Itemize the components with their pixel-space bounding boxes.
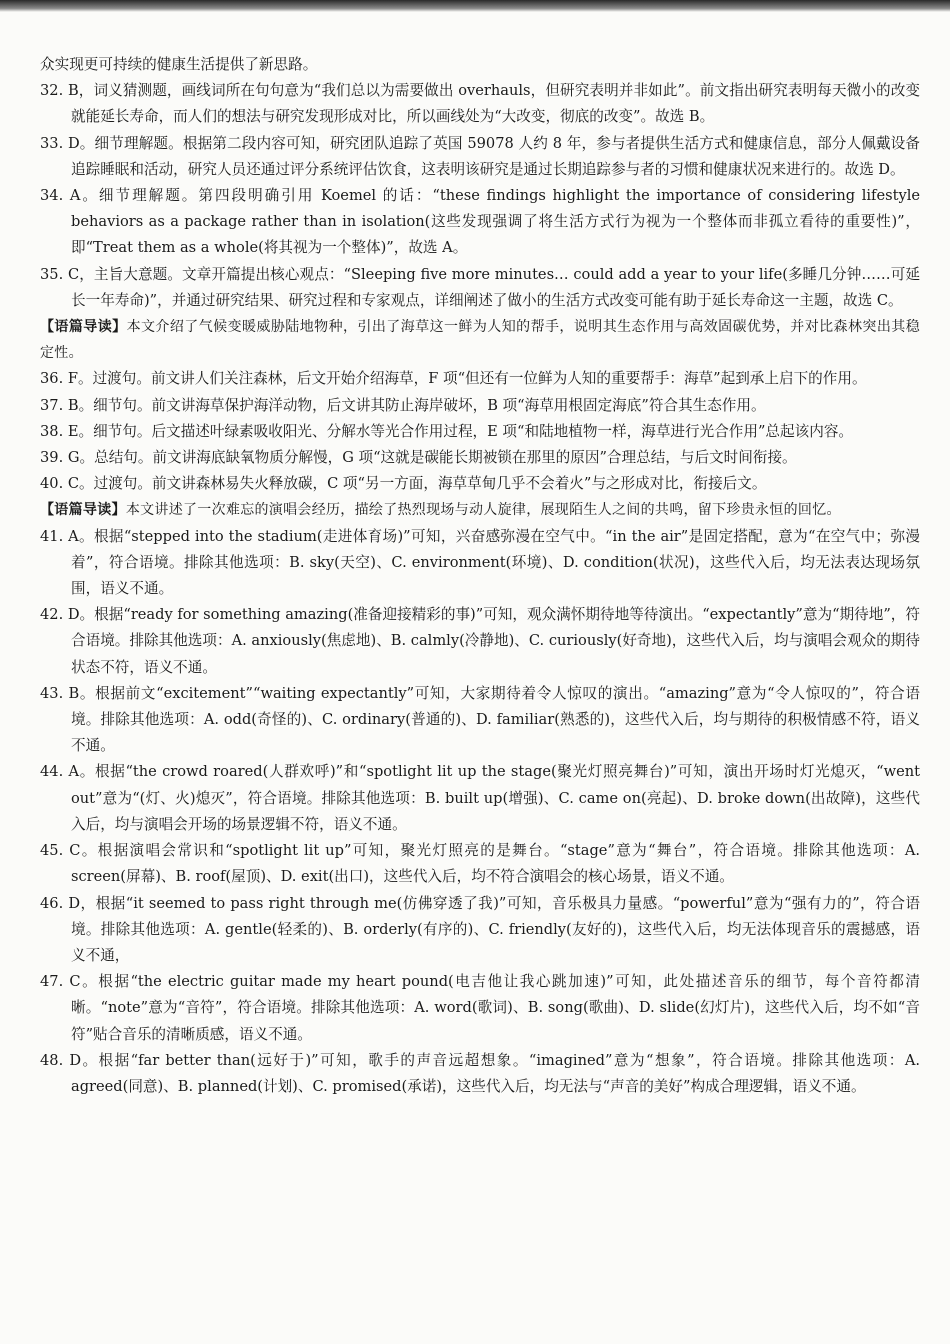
answer-item: 38. E。细节句。后文描述叶绿素吸收阳光、分解水等光合作用过程，E 项“和陆地植物一样，海草进行光合作用”总起该内容。: [40, 422, 854, 440]
answer-item: 33. D。细节理解题。根据第二段内容可知，研究团队追踪了英国 59078 人约 8 年，参与者提供生活方式和健康信息，部分人佩戴设备追踪睡眠和活动，研究人员还通过评分系统评估饮食，这表明该研究是通过长期追踪参与者的习惯和健康状况来进行的。故选 D。: [40, 134, 920, 178]
answer-item: 42. D。根据“ready for something amazing(准备迎接精彩的事)”可知，观众满怀期待地等待演出。“expectantly”意为“期待地”，符合语境。排除其他选项：A. anxiously(焦虑地)、B. calmly(冷静地)、C. curiously(好奇地)，这些代入后，均与演唱会观众的期待状态不符，语义不通。: [40, 606, 920, 676]
answer-item: 48. D。根据“far better than(远好于)”可知，歌手的声音远超想象。“imagined”意为“想象”，符合语境。排除其他选项：A. agreed(同意)、B. planned(计划)、C. promised(承诺)，这些代入后，均无法与“声音的美好”构成合理逻辑，语义不通。: [40, 1051, 920, 1095]
answers-41-48: [40, 524, 920, 1100]
answer-item: 45. C。根据演唱会常识和“spotlight lit up”可知，聚光灯照亮的是舞台。“stage”意为“舞台”，符合语境。排除其他选项：A. screen(屏幕)、B. roof(屋顶)、D. exit(出口)，这些代入后，均不符合演唱会的核心场景，语义不通。: [40, 842, 920, 886]
answer-item: 36. F。过渡句。前文讲人们关注森林，后文开始介绍海草，F 项“但还有一位鲜为人知的重要帮手：海草”起到承上启下的作用。: [40, 370, 867, 388]
answer-item: 35. C，主旨大意题。文章开篇提出核心观点：“Sleeping five more minutes… could add a year to your life(多睡几分钟……可延长一年寿命)”，并通过研究结果、研究过程和专家观点，详细阐述了做小的生活方式改变可能有助于延长寿命这一主题，故选 C。: [40, 265, 920, 309]
answer-item: 41. A。根据“stepped into the stadium(走进体育场)”可知，兴奋感弥漫在空气中。“in the air”是固定搭配，意为“在空气中；弥漫着”，符合语境。排除其他选项：B. sky(天空)、C. environment(环境)、D. condition(状况)，这些代入后，均无法表达现场氛围，语义不通。: [40, 527, 920, 598]
answer-item: 37. B。细节句。前文讲海草保护海洋动物，后文讲其防止海岸破坏，B 项“海草用根固定海底”符合其生态作用。: [40, 396, 766, 414]
answer-item: 34. A。细节理解题。第四段明确引用 Koemel 的话：“these findings highlight the importance of considering lifestyle behaviors as a package rather than in isolation(这些发现强调了将生活方式行为视为一个整体而非孤立看待的重要性)”，即“Treat them as a whole(将其视为一个整体)”，故选 A。: [40, 187, 920, 257]
passage-guide-tag: 【语篇导读】: [40, 319, 127, 336]
passage-guide: [40, 314, 920, 366]
answer-item: 47. C。根据“the electric guitar made my heart pound(电吉他让我心跳加速)”可知，此处描述音乐的细节，每个音符都清晰。“note”意为“音符”，符合语境。排除其他选项：A. word(歌词)、B. song(歌曲)、D. slide(幻灯片)，这些代入后，均不如“音符”贴合音乐的清晰质感，语义不通。: [40, 973, 920, 1043]
passage-guide-text: 本文介绍了气候变暖威胁陆地物种，引出了海草这一鲜为人知的帮手，说明其生态作用与高效固碳优势，并对比森林突出其稳定性。: [40, 319, 920, 362]
answers-32-35: [40, 78, 920, 314]
passage-guide-text: 本文讲述了一次难忘的演唱会经历，描绘了热烈现场与动人旋律，展现陌生人之间的共鸣，留下珍贵永恒的回忆。: [125, 502, 841, 519]
intro-continuation: 众实现更可持续的健康生活提供了新思路。: [40, 56, 318, 73]
answer-item: 46. D，根据“it seemed to pass right through me(仿佛穿透了我)”可知，音乐极具力量感。“powerful”意为“强有力的”，符合语境。排除其他选项：A. gentle(轻柔的)、B. orderly(有序的)、C. friendly(友好的)，这些代入后，均无法体现音乐的震撼感，语义不通，: [40, 894, 920, 964]
passage-guide-tag: 【语篇导读】: [40, 502, 126, 519]
answer-content: [40, 10, 920, 1100]
answer-item: 44. A。根据“the crowd roared(人群欢呼)”和“spotlight lit up the stage(聚光灯照亮舞台)”可知，演出开场时灯光熄灭，“went out”意为“(灯、火)熄灭”，符合语境。排除其他选项：B. built up(增强)、C. came on(亮起)、D. broke down(出故障)，这些代入后，均与演唱会开场的场景逻辑不符，语义不通。: [40, 763, 920, 833]
answer-item: 32. B，词义猜测题，画线词所在句句意为“我们总以为需要做出 overhauls，但研究表明并非如此”。前文指出研究表明每天微小的改变就能延长寿命，而人们的想法与研究发现形成对比，所以画线处为“大改变，彻底的改变”。故选 B。: [40, 82, 920, 126]
answer-item: 43. B。根据前文“excitement”“waiting expectantly”可知，大家期待着令人惊叹的演出。“amazing”意为“令人惊叹的”，符合语境。排除其他选项：A. odd(奇怪的)、C. ordinary(普通的)、D. familiar(熟悉的)，这些代入后，均与期待的积极情感不符，语义不通。: [40, 684, 920, 755]
answers-36-40: [40, 366, 920, 497]
answer-item: 40. C。过渡句。前文讲森林易失火释放碳，C 项“另一方面，海草草甸几乎不会着火”与之形成对比，衔接后文。: [40, 475, 767, 493]
answer-item: 39. G。总结句。前文讲海底缺氧物质分解慢，G 项“这就是碳能长期被锁在那里的原因”合理总结，与后文时间衔接。: [40, 449, 797, 467]
passage-guide: [40, 497, 920, 523]
